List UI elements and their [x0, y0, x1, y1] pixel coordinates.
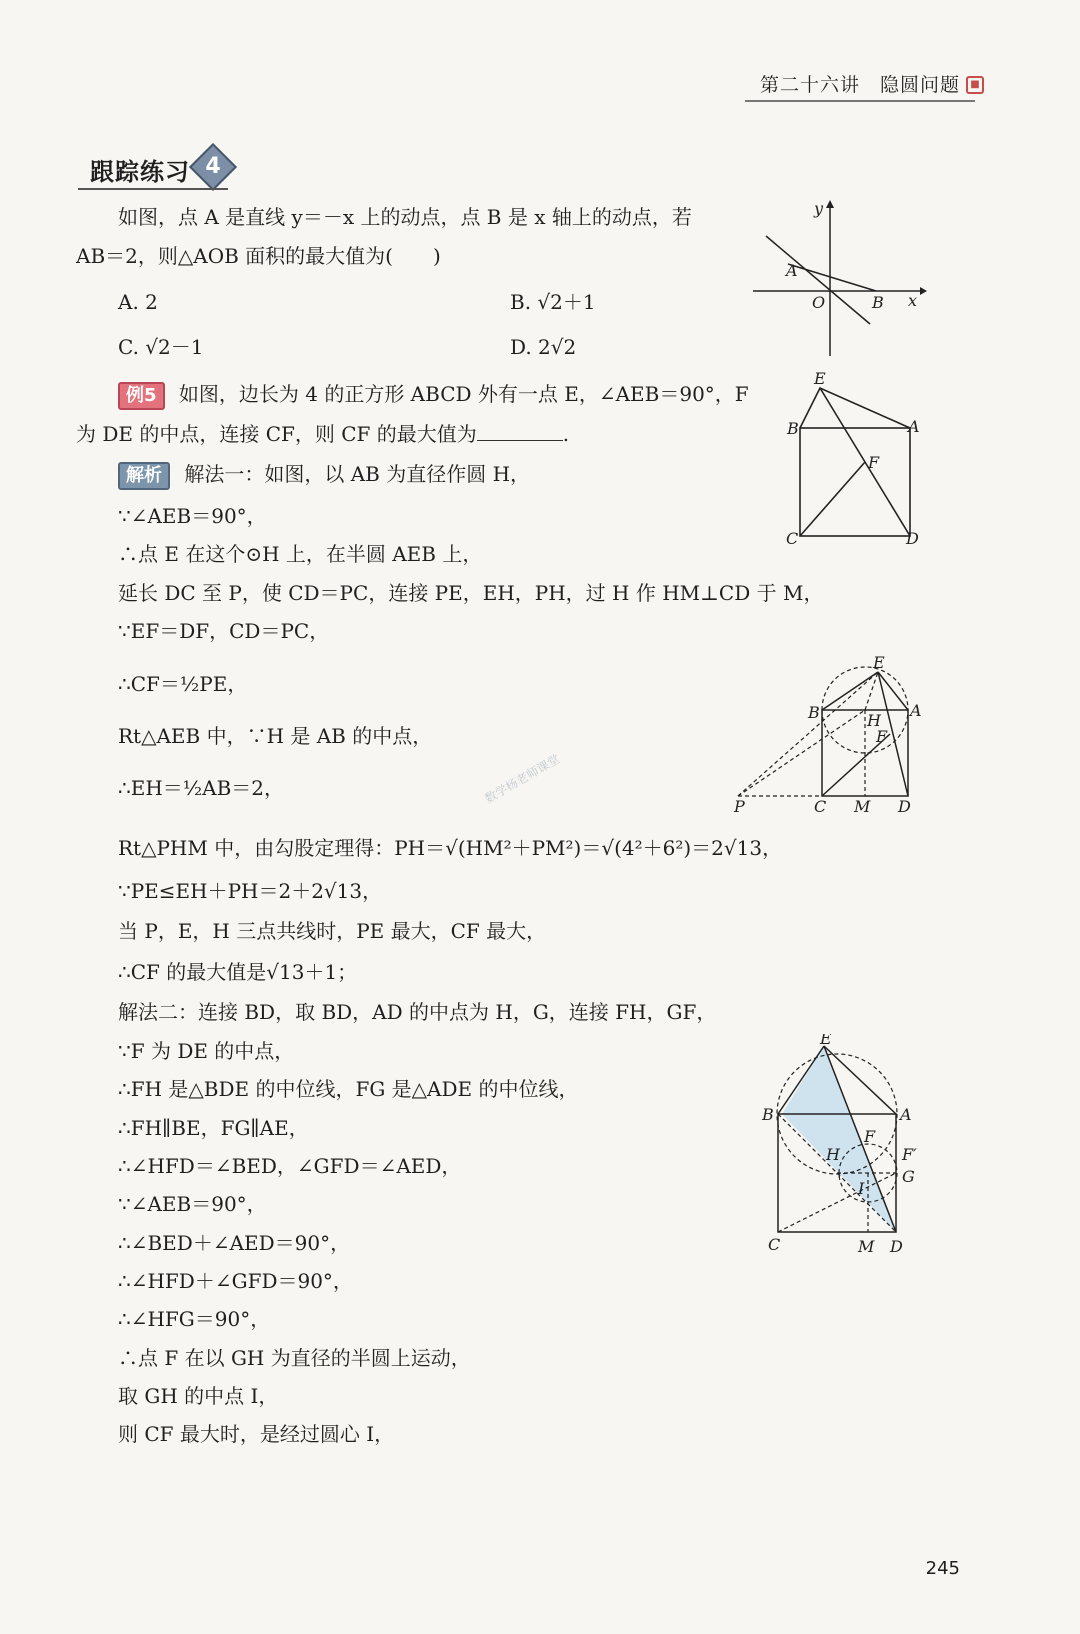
section-number: 4 [205, 154, 221, 179]
solution-line-22: 取 GH 的中点 I， [118, 1384, 279, 1408]
svg-text:F: F [868, 453, 880, 472]
svg-text:H: H [826, 1145, 840, 1164]
chapter-header: 第二十六讲 隐圆问题 [759, 74, 960, 96]
svg-text:B: B [808, 703, 820, 722]
svg-text:E: E [873, 654, 885, 672]
svg-text:F: F [864, 1127, 876, 1146]
solution-line-0: 解析 解法一：如图，以 AB 为直径作圆 H， [118, 460, 530, 490]
solution-line-23: 则 CF 最大时，是经过圆心 I， [118, 1422, 395, 1446]
bookmark-icon: ■ [966, 76, 984, 94]
figure-square [782, 368, 932, 552]
example-text-1: 如图，边长为 4 的正方形 ABCD 外有一点 E，∠AEB＝90°，F [178, 382, 749, 406]
solution-line-4: ∵EF＝DF，CD＝PC， [118, 619, 330, 643]
solution-line-5: ∴CF＝½PE， [118, 672, 248, 696]
solution-line-16: ∴∠HFD＝∠BED，∠GFD＝∠AED， [118, 1154, 462, 1178]
svg-text:D: D [906, 529, 919, 548]
page-number: 245 [925, 1558, 960, 1579]
svg-text:M: M [854, 797, 871, 816]
solution-line-9: ∵PE≤EH＋PH＝2＋2√13， [118, 879, 383, 903]
option-c: C. √2－1 [118, 335, 204, 359]
figure-two-circles [758, 1034, 928, 1268]
svg-text:G: G [902, 1167, 915, 1186]
solution-line-14: ∴FH 是△BDE 的中位线，FG 是△ADE 的中位线， [118, 1077, 579, 1101]
solution-line-13: ∵F 为 DE 的中点， [118, 1039, 295, 1063]
svg-text:H: H [867, 711, 881, 730]
svg-text:C: C [786, 529, 799, 548]
option-b: B. √2＋1 [510, 290, 596, 314]
option-a: A. 2 [118, 290, 158, 314]
section-title: 跟踪练习 [90, 158, 190, 186]
svg-text:D: D [890, 1237, 903, 1256]
header-rule [745, 100, 975, 102]
solution-line-6: Rt△AEB 中，∵H 是 AB 的中点， [118, 724, 433, 748]
solution-line-19: ∴∠HFD＋∠GFD＝90°， [118, 1269, 353, 1293]
example-text-2: 为 DE 的中点，连接 CF，则 CF 的最大值为 [76, 422, 477, 446]
watermark: 数学杨老师课堂 [482, 751, 563, 806]
svg-text:C: C [768, 1235, 781, 1254]
answer-blank [477, 422, 563, 441]
label-a: A [786, 261, 798, 280]
solution-line-15: ∴FH∥BE，FG∥AE， [118, 1116, 309, 1140]
label-o: O [812, 293, 826, 312]
solution-line-18: ∴∠BED＋∠AED＝90°， [118, 1231, 351, 1255]
solution-line-7: ∴EH＝½AB＝2， [118, 776, 285, 800]
solution-line-10: 当 P，E，H 三点共线时，PE 最大，CF 最大， [118, 919, 547, 943]
example-line-1 [118, 380, 749, 410]
solution-line-11: ∴CF 的最大值是√13＋1； [118, 960, 358, 984]
svg-text:P: P [734, 797, 745, 816]
svg-text:C: C [814, 797, 827, 816]
svg-text:D: D [898, 797, 911, 816]
svg-text:A: A [910, 701, 922, 720]
svg-text:I: I [858, 1179, 865, 1198]
solution-line-17: ∵∠AEB＝90°， [118, 1192, 267, 1216]
svg-text:E: E [820, 1034, 832, 1048]
option-d: D. 2√2 [510, 335, 577, 359]
segment-ab [788, 264, 876, 291]
solution-line-8: Rt△PHM 中，由勾股定理得：PH＝√(HM²＋PM²)＝√(4²＋6²)＝2√13， [118, 836, 783, 860]
svg-text:A: A [908, 417, 920, 436]
svg-text:E: E [814, 369, 826, 388]
solution-tag: 解析 [118, 462, 170, 490]
svg-text:M: M [858, 1237, 875, 1256]
solution-line-2: ∴点 E 在这个⊙H 上，在半圆 AEB 上， [118, 542, 483, 566]
label-y: y [814, 199, 824, 218]
shaded-triangle [782, 1046, 896, 1232]
section-rule [78, 188, 228, 190]
solution-line-21: ∴点 F 在以 GH 为直径的半圆上运动， [118, 1346, 471, 1370]
label-b: B [872, 293, 884, 312]
example-line-2 [76, 420, 569, 448]
example-text-end: . [562, 422, 570, 446]
solution-line-1: ∵∠AEB＝90°， [118, 504, 267, 528]
figure-circle-p [730, 654, 930, 823]
svg-text:B: B [762, 1105, 774, 1124]
example-tag: 例5 [118, 382, 165, 410]
solution-line-12: 解法二：连接 BD，取 BD，AD 的中点为 H，G，连接 FH，GF， [118, 1000, 717, 1024]
solution-line-3: 延长 DC 至 P，使 CD＝PC，连接 PE，EH，PH，过 H 作 HM⊥CD 于 M， [118, 581, 824, 605]
svg-text:B: B [787, 419, 799, 438]
exercise-text-1: 如图，点 A 是直线 y＝－x 上的动点，点 B 是 x 轴上的动点，若 [118, 205, 692, 229]
svg-text:A: A [900, 1105, 912, 1124]
label-x: x [908, 291, 918, 310]
svg-text:F′: F′ [902, 1145, 917, 1164]
exercise-text-2: AB＝2，则△AOB 面积的最大值为( ) [76, 244, 441, 268]
svg-text:F: F [876, 727, 888, 746]
figure-axes [748, 196, 928, 365]
solution-line-20: ∴∠HFG＝90°， [118, 1307, 271, 1331]
